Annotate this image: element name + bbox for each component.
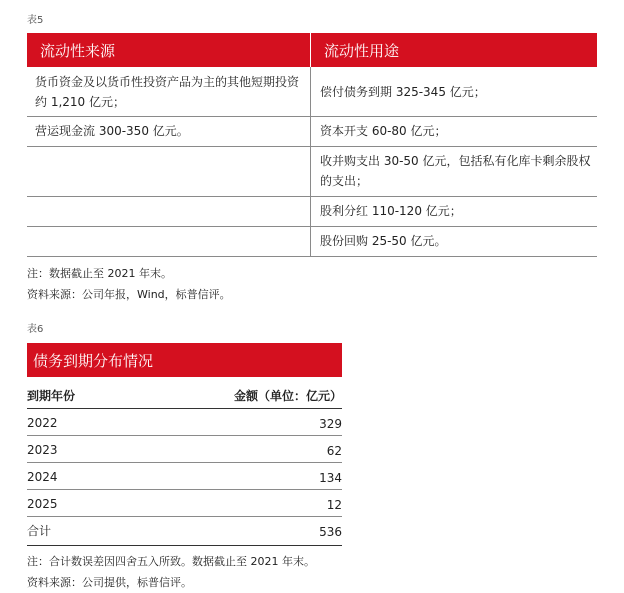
table5-row-rule [27, 146, 597, 147]
table6-col-amount: 金额（单位：亿元） [233, 389, 342, 403]
table6-amount: 329 [319, 417, 342, 431]
table6-label: 表6 [27, 324, 44, 335]
table6-row-rule [27, 516, 342, 517]
table5-label: 表5 [27, 15, 44, 26]
table5-bottom-rule [27, 256, 597, 257]
table5-cell-right: 收并购支出 30-50 亿元，包括私有化库卡剩余股权的支出； [320, 154, 591, 188]
table6-row-rule [27, 489, 342, 490]
table6-header-bar [27, 343, 342, 377]
table6-amount: 62 [326, 444, 342, 458]
table5-header-divider [310, 33, 311, 67]
table5-cell-right: 资本开支 60-80 亿元； [320, 124, 447, 138]
table5-cell-right: 偿付债务到期 325-345 亿元； [320, 85, 486, 99]
table6-header-rule [27, 408, 342, 409]
table5-header-bar [27, 33, 597, 67]
table5-row-rule [27, 116, 597, 117]
table6-source: 资料来源：公司提供，标普信评。 [27, 576, 192, 589]
table6-year: 2023 [27, 443, 58, 457]
table5-cell-right: 股利分红 110-120 亿元； [320, 204, 462, 218]
table6-amount: 134 [319, 471, 342, 485]
table5-cell-left: 货币资金及以货币性投资产品为主的其他短期投资约 1,210 亿元； [35, 75, 300, 109]
table5-note: 注：数据截止至 2021 年末。 [27, 267, 172, 280]
table6-note: 注：合计数误差因四舍五入所致。数据截止至 2021 年末。 [27, 555, 315, 568]
table6-amount: 12 [326, 498, 342, 512]
table6-total-amount: 536 [319, 525, 342, 539]
table6-total-label: 合计 [27, 524, 52, 538]
table6-year: 2024 [27, 470, 58, 484]
table5-row-rule [27, 226, 597, 227]
table5-header-left: 流动性来源 [40, 41, 116, 60]
table5-cell-left: 营运现金流 300-350 亿元。 [35, 124, 189, 138]
table5-column-divider [310, 67, 311, 256]
table5-header-right: 流动性用途 [324, 41, 400, 60]
table5-source: 资料来源：公司年报，Wind，标普信评。 [27, 288, 231, 301]
table6-row-rule [27, 462, 342, 463]
table6-year: 2025 [27, 497, 58, 511]
table6-title: 债务到期分布情况 [33, 351, 154, 370]
table5-cell-right: 股份回购 25-50 亿元。 [320, 234, 447, 248]
table5-row-rule [27, 196, 597, 197]
table6-bottom-rule [27, 545, 342, 546]
table6-col-year: 到期年份 [27, 389, 76, 403]
table6-year: 2022 [27, 416, 58, 430]
table6-row-rule [27, 435, 342, 436]
